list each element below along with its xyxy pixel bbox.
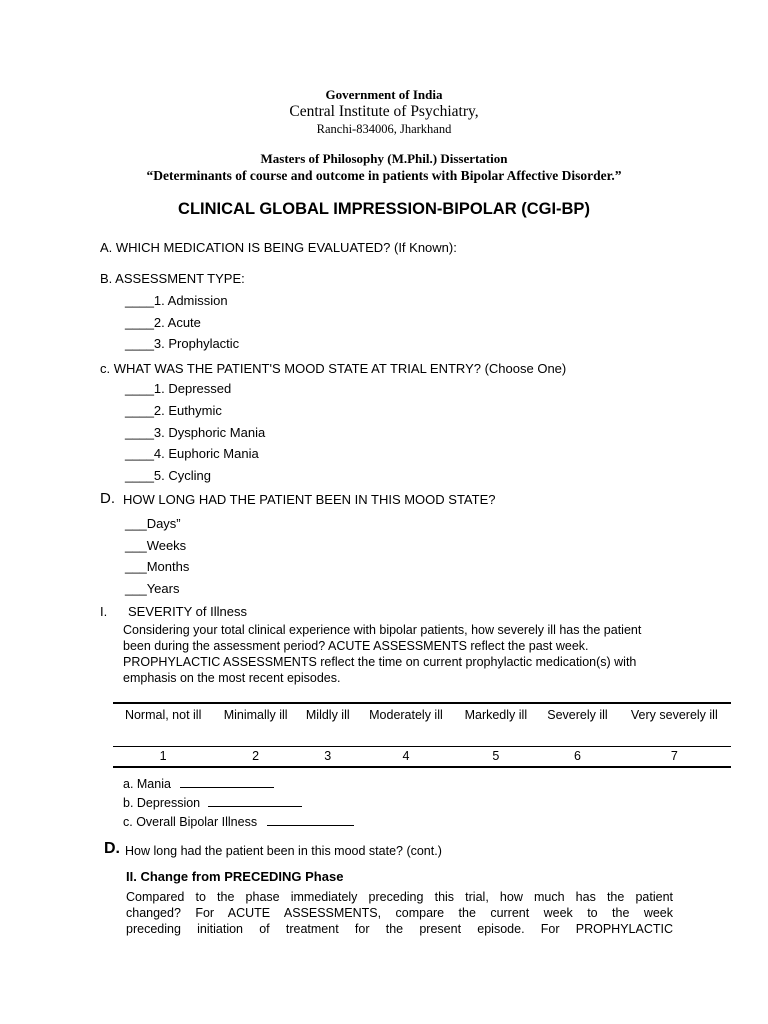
severity-label: Markedly ill <box>464 708 528 722</box>
assessment-option[interactable]: ____1. Admission <box>125 293 228 308</box>
header-address: Ranchi-834006, Jharkhand <box>316 122 452 136</box>
severity-label: Mildly ill <box>305 708 350 722</box>
severity-label: Normal, not ill <box>124 708 202 722</box>
duration-option[interactable]: ___Years <box>125 581 180 596</box>
severity-score: 5 <box>492 749 500 763</box>
mood-option[interactable]: ____1. Depressed <box>125 381 232 396</box>
section-d2-text: How long had the patient been in this mood state? (cont.) <box>125 844 442 858</box>
severity-label: Severely ill <box>547 708 608 722</box>
severity-scores-row <box>113 747 731 768</box>
header-government: Government of India <box>325 87 443 102</box>
duration-option[interactable]: ___Days” <box>125 516 181 531</box>
header-institute: Central Institute of Psychiatry, <box>289 103 479 120</box>
severity-score: 1 <box>159 749 167 763</box>
change-line: Compared to the phase immediately preceding this trial, how much has the patient <box>126 890 673 904</box>
severity-instructions: Considering your total clinical experience with bipolar patients, how severely ill has the patient been during the assessment period? ACUTE ASSESSMENTS reflect the past week. PROPHYLACTIC ASSESSMENTS reflect the time on current prophylactic medication(s) with emphasis on the most recent episodes. <box>123 623 642 685</box>
rating-overall <box>123 815 354 829</box>
severity-labels-row <box>113 703 731 747</box>
section-d-heading: HOW LONG HAD THE PATIENT BEEN IN THIS MOOD STATE? <box>123 492 496 507</box>
section-c-heading: c. WHAT WAS THE PATIENT'S MOOD STATE AT TRIAL ENTRY? (Choose One) <box>100 361 567 376</box>
duration-option[interactable]: ___Weeks <box>125 538 187 553</box>
page-title: CLINICAL GLOBAL IMPRESSION-BIPOLAR (CGI-BP) <box>178 200 590 218</box>
rating-blank-field[interactable] <box>208 796 302 807</box>
severity-label: Very severely ill <box>630 708 718 722</box>
rating-depression <box>123 796 302 810</box>
severity-heading: SEVERITY of Illness <box>128 604 247 619</box>
severity-score: 2 <box>252 749 260 763</box>
change-line: changed? For ACUTE ASSESSMENTS, compare the current week to the week <box>126 906 673 920</box>
severity-score: 4 <box>402 749 410 763</box>
assessment-option[interactable]: ____3. Prophylactic <box>125 336 240 351</box>
severity-score: 7 <box>670 749 678 763</box>
header-dissertation: Masters of Philosophy (M.Phil.) Dissertation <box>260 151 508 166</box>
header-thesis-title: “Determinants of course and outcome in patients with Bipolar Affective Disorder.” <box>146 168 622 183</box>
severity-label: Minimally ill <box>223 708 288 722</box>
assessment-option[interactable]: ____2. Acute <box>125 315 201 330</box>
mood-option[interactable]: ____4. Euphoric Mania <box>125 446 259 461</box>
duration-option[interactable]: ___Months <box>125 559 190 574</box>
severity-score: 3 <box>324 749 332 763</box>
section-a-question: A. WHICH MEDICATION IS BEING EVALUATED? (If Known): <box>100 240 457 255</box>
change-line: preceding initiation of treatment for the present episode. For PROPHYLACTIC <box>126 922 673 936</box>
rating-blank-field[interactable] <box>267 815 354 826</box>
rating-label: a. Mania <box>123 777 171 791</box>
mood-option[interactable]: ____3. Dysphoric Mania <box>125 425 266 440</box>
section-b-heading: B. ASSESSMENT TYPE: <box>100 271 245 286</box>
severity-number: I. <box>100 604 108 619</box>
mood-option[interactable]: ____2. Euthymic <box>125 403 222 418</box>
rating-blank-field[interactable] <box>180 777 274 788</box>
rating-label: c. Overall Bipolar Illness <box>123 815 258 829</box>
rating-mania <box>123 777 274 791</box>
rating-label: b. Depression <box>123 796 201 810</box>
severity-scale-table <box>113 702 731 768</box>
mood-option[interactable]: ____5. Cycling <box>125 468 211 483</box>
severity-score: 6 <box>574 749 581 763</box>
change-heading: II. Change from PRECEDING Phase <box>126 869 344 884</box>
severity-label: Moderately ill <box>369 708 443 722</box>
section-d2-letter: D. <box>104 840 120 857</box>
section-d-letter: D. <box>100 490 115 507</box>
